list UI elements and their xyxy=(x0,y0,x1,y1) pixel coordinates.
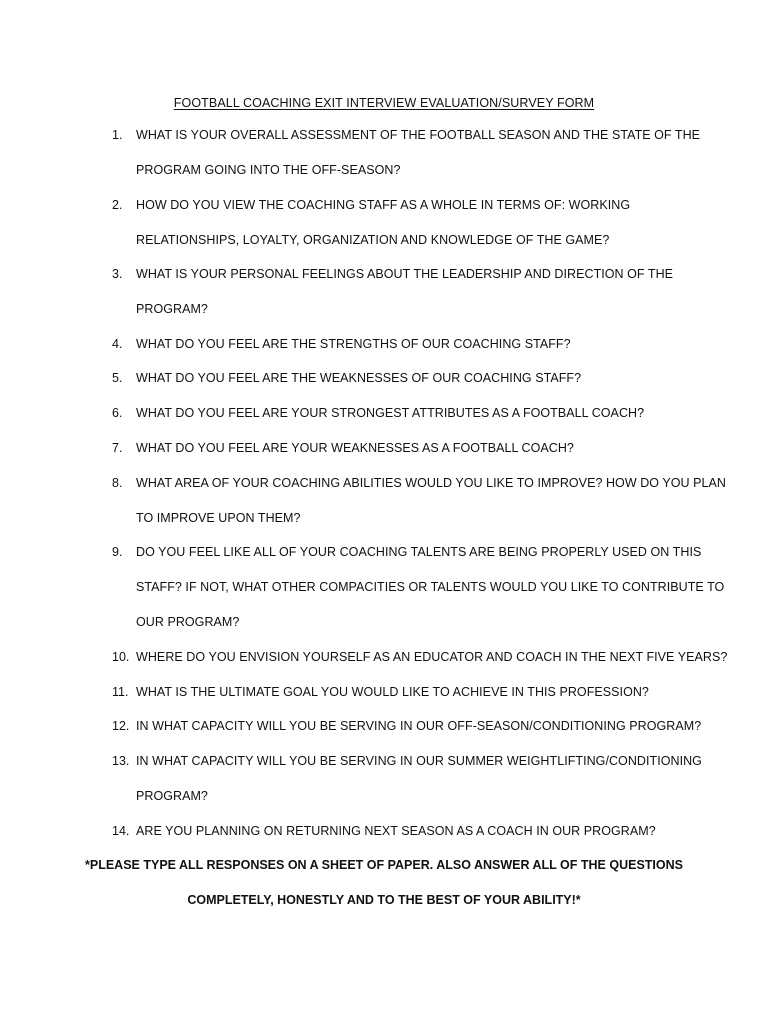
question-number: 2. xyxy=(112,198,123,212)
question-number: 7. xyxy=(112,441,123,455)
question-number: 3. xyxy=(112,267,123,281)
question-text: ARE YOU PLANNING ON RETURNING NEXT SEASON AS A COACH IN OUR PROGRAM? xyxy=(136,824,656,838)
instructions-note: COMPLETELY, HONESTLY AND TO THE BEST OF YOUR ABILITY!* xyxy=(187,893,581,907)
question-text: DO YOU FEEL LIKE ALL OF YOUR COACHING TALENTS ARE BEING PROPERLY USED ON THIS xyxy=(136,545,702,559)
question-text: WHAT IS THE ULTIMATE GOAL YOU WOULD LIKE TO ACHIEVE IN THIS PROFESSION? xyxy=(136,685,649,699)
question-number: 4. xyxy=(112,337,123,351)
question-text: WHAT DO YOU FEEL ARE THE WEAKNESSES OF OUR COACHING STAFF? xyxy=(136,371,582,385)
question-text: PROGRAM GOING INTO THE OFF-SEASON? xyxy=(136,163,401,177)
question-text: WHAT AREA OF YOUR COACHING ABILITIES WOULD YOU LIKE TO IMPROVE? HOW DO YOU PLAN xyxy=(136,476,726,490)
question-number: 13. xyxy=(112,754,130,768)
question-text: IN WHAT CAPACITY WILL YOU BE SERVING IN OUR OFF-SEASON/CONDITIONING PROGRAM? xyxy=(136,719,702,733)
question-number: 5. xyxy=(112,371,123,385)
question-number: 6. xyxy=(112,406,123,420)
question-text: RELATIONSHIPS, LOYALTY, ORGANIZATION AND KNOWLEDGE OF THE GAME? xyxy=(136,233,610,247)
question-number: 1. xyxy=(112,128,123,142)
question-number: 12. xyxy=(112,719,130,733)
question-text: OUR PROGRAM? xyxy=(136,615,240,629)
question-text: IN WHAT CAPACITY WILL YOU BE SERVING IN OUR SUMMER WEIGHTLIFTING/CONDITIONING xyxy=(136,754,702,768)
question-text: WHAT DO YOU FEEL ARE YOUR STRONGEST ATTRIBUTES AS A FOOTBALL COACH? xyxy=(136,406,645,420)
question-text: PROGRAM? xyxy=(136,302,208,316)
question-number: 11. xyxy=(112,685,129,699)
question-number: 9. xyxy=(112,545,123,559)
question-text: WHERE DO YOU ENVISION YOURSELF AS AN EDUCATOR AND COACH IN THE NEXT FIVE YEARS? xyxy=(136,650,728,664)
question-number: 10. xyxy=(112,650,130,664)
question-text: WHAT DO YOU FEEL ARE YOUR WEAKNESSES AS A FOOTBALL COACH? xyxy=(136,441,574,455)
question-text: WHAT IS YOUR PERSONAL FEELINGS ABOUT THE LEADERSHIP AND DIRECTION OF THE xyxy=(136,267,674,281)
question-text: PROGRAM? xyxy=(136,789,208,803)
instructions-note: *PLEASE TYPE ALL RESPONSES ON A SHEET OF PAPER. ALSO ANSWER ALL OF THE QUESTIONS xyxy=(85,858,683,872)
question-text: WHAT IS YOUR OVERALL ASSESSMENT OF THE FOOTBALL SEASON AND THE STATE OF THE xyxy=(136,128,701,142)
question-text: WHAT DO YOU FEEL ARE THE STRENGTHS OF OUR COACHING STAFF? xyxy=(136,337,571,351)
question-number: 8. xyxy=(112,476,123,490)
question-text: TO IMPROVE UPON THEM? xyxy=(136,511,301,525)
document-title: FOOTBALL COACHING EXIT INTERVIEW EVALUATION/SURVEY FORM xyxy=(173,96,595,110)
question-text: HOW DO YOU VIEW THE COACHING STAFF AS A WHOLE IN TERMS OF: WORKING xyxy=(136,198,631,212)
question-text: STAFF? IF NOT, WHAT OTHER COMPACITIES OR TALENTS WOULD YOU LIKE TO CONTRIBUTE TO xyxy=(136,580,725,594)
question-number: 14. xyxy=(112,824,130,838)
